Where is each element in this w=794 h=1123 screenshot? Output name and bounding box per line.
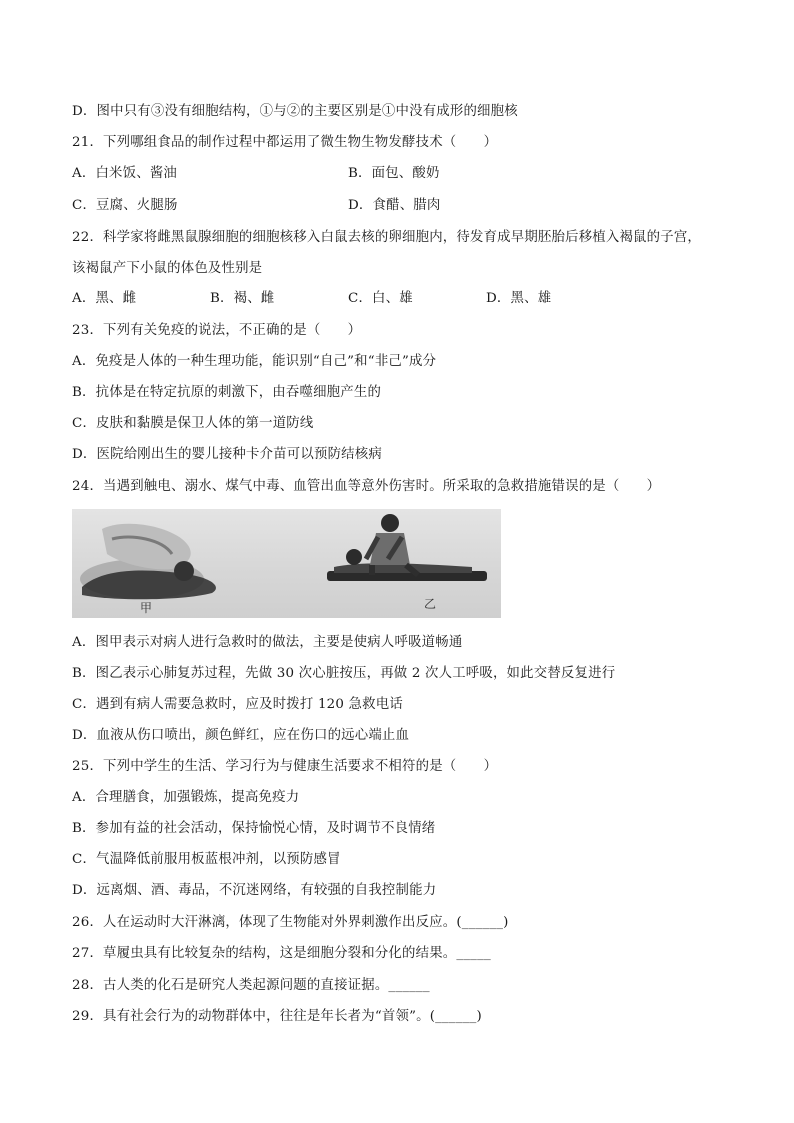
q25-option-d: D．远离烟、酒、毒品，不沉迷网络，有较强的自我控制能力 <box>72 883 437 898</box>
question-23: 23．下列有关免疫的说法，不正确的是（ ） <box>72 323 362 338</box>
question-24: 24．当遇到触电、溺水、煤气中毒、血管出血等意外伤害时。所采取的急救措施错误的是（ ） <box>72 479 661 494</box>
question-27: 27．草履虫具有比较复杂的结构，这是细胞分裂和分化的结果。_____ <box>72 946 491 961</box>
q24-option-c: C．遇到有病人需要急救时，应及时拨打 120 急救电话 <box>72 697 403 712</box>
q24-option-d: D．血液从伤口喷出，颜色鲜红，应在伤口的远心端止血 <box>72 728 410 743</box>
q23-option-a: A．免疫是人体的一种生理功能，能识别“自己”和“非己”成分 <box>72 354 437 369</box>
q25-option-a: A．合理膳食，加强锻炼，提高免疫力 <box>72 790 300 805</box>
figure-label-jia: 甲 <box>140 601 153 615</box>
q25-option-c: C．气温降低前服用板蓝根冲剂，以预防感冒 <box>72 852 341 867</box>
question-26: 26．人在运动时大汗淋漓，体现了生物能对外界刺激作出反应。(______) <box>72 915 509 930</box>
q22-option-c: C．白、雄 <box>348 291 413 306</box>
question-29: 29．具有社会行为的动物群体中，往往是年长者为“首领”。(______) <box>72 1009 482 1024</box>
question-25: 25．下列中学生的生活、学习行为与健康生活要求不相符的是（ ） <box>72 759 498 774</box>
question-21: 21．下列哪组食品的制作过程中都运用了微生物生物发酵技术（ ） <box>72 135 498 150</box>
q23-option-b: B．抗体是在特定抗原的刺激下，由吞噬细胞产生的 <box>72 385 382 400</box>
q22-option-a: A．黑、雌 <box>72 291 137 306</box>
first-aid-figure <box>72 509 501 618</box>
question-28: 28．古人类的化石是研究人类起源问题的直接证据。______ <box>72 978 430 993</box>
q21-option-d: D．食醋、腊肉 <box>348 198 441 213</box>
q21-option-a: A．白米饭、酱油 <box>72 166 178 181</box>
q22-option-b: B．褐、雌 <box>210 291 275 306</box>
question-22: 22．科学家将雌黑鼠腺细胞的细胞核移入白鼠去核的卵细胞内，待发育成早期胚胎后移植入褐鼠的子宫， <box>72 230 702 245</box>
q20-option-d: D．图中只有③没有细胞结构，①与②的主要区别是①中没有成形的细胞核 <box>72 104 518 119</box>
q21-option-c: C．豆腐、火腿肠 <box>72 198 178 213</box>
q25-option-b: B．参加有益的社会活动，保持愉悦心情，及时调节不良情绪 <box>72 821 436 836</box>
q22-option-d: D．黑、雄 <box>486 291 552 306</box>
first-aid-illustration <box>72 509 501 618</box>
figure-label-yi: 乙 <box>424 597 437 611</box>
q24-option-a: A．图甲表示对病人进行急救时的做法，主要是使病人呼吸道畅通 <box>72 635 463 650</box>
q24-option-b: B．图乙表示心肺复苏过程，先做 30 次心脏按压，再做 2 次人工呼吸，如此交替反复进行 <box>72 666 616 681</box>
q21-option-b: B．面包、酸奶 <box>348 166 440 181</box>
question-22-cont: 该褐鼠产下小鼠的体色及性别是 <box>72 261 263 276</box>
q23-option-d: D．医院给刚出生的婴儿接种卡介苗可以预防结核病 <box>72 447 382 462</box>
q23-option-c: C．皮肤和黏膜是保卫人体的第一道防线 <box>72 416 314 431</box>
